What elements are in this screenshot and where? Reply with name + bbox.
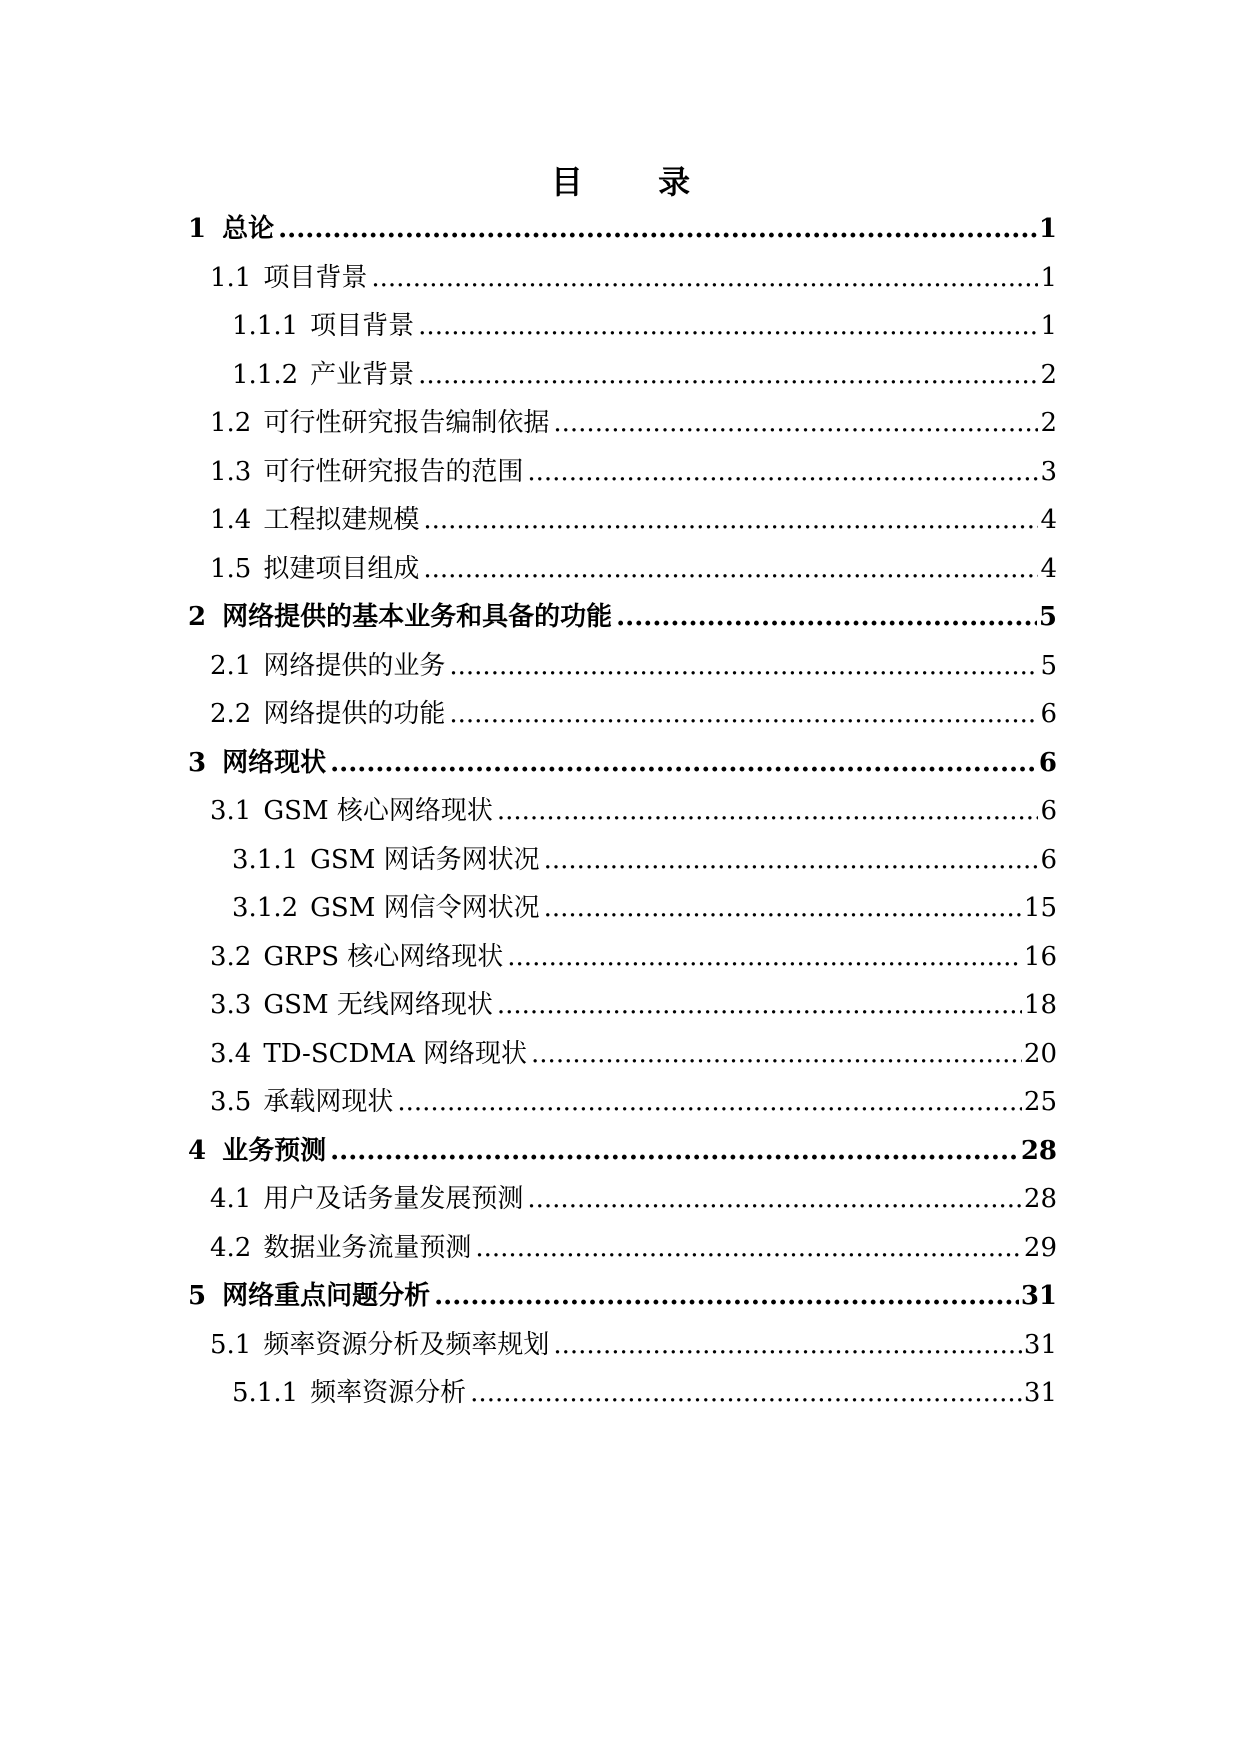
toc-entry-title: 承载网现状: [263, 1087, 394, 1117]
toc-dot-leader: [475, 1231, 1022, 1265]
toc-entry[interactable]: [188, 594, 1057, 634]
toc-entry[interactable]: [232, 303, 1057, 343]
toc-entry-page-number: 28: [1020, 1135, 1057, 1166]
toc-entry-number: 1.1.2: [232, 359, 299, 390]
toc-dot-leader: [418, 309, 1038, 343]
toc-entry-page-number: 6: [1038, 747, 1057, 778]
toc-entry-page-number: 2: [1040, 408, 1057, 438]
toc-dot-leader: [449, 697, 1038, 731]
toc-entry-page-number: 6: [1040, 796, 1057, 826]
toc-dot-leader: [544, 843, 1039, 877]
toc-entry-number: 1.3: [210, 456, 252, 487]
toc-entry-title: 数据业务流量预测: [263, 1232, 472, 1263]
toc-entry-number: 1: [188, 214, 207, 244]
toc-entry-number: 4.2: [210, 1232, 252, 1263]
toc-entry[interactable]: [232, 885, 1057, 925]
toc-dot-leader: [278, 212, 1037, 246]
toc-entry-number: 2.2: [210, 699, 252, 729]
toc-dot-leader: [553, 1328, 1022, 1362]
toc-entry-title: GRPS 核心网络现状: [263, 941, 504, 972]
toc-entry-number: 1.5: [210, 553, 252, 584]
toc-entry[interactable]: [232, 352, 1057, 392]
toc-dot-leader: [497, 794, 1039, 828]
toc-entry[interactable]: [210, 546, 1057, 586]
toc-entry-title: 可行性研究报告编制依据: [263, 408, 550, 438]
toc-entry-number: 3.1: [210, 796, 252, 826]
toc-entry-title: 用户及话务量发展预测: [263, 1184, 524, 1214]
toc-entry[interactable]: [210, 934, 1057, 974]
toc-entry-title: 频率资源分析及频率规划: [263, 1329, 550, 1360]
toc-entry-page-number: 16: [1023, 941, 1057, 972]
toc-entry-page-number: 29: [1023, 1232, 1057, 1263]
toc-entry-title: 项目背景: [263, 262, 368, 293]
toc-entry-number: 2.1: [210, 650, 252, 681]
toc-entry[interactable]: [232, 837, 1057, 877]
toc-entry[interactable]: [210, 449, 1057, 489]
page-title: 目 录: [550, 163, 723, 201]
toc-entry-title: 总论: [222, 214, 275, 244]
toc-dot-leader: [423, 503, 1038, 537]
toc-entry-title: GSM 核心网络现状: [263, 796, 493, 826]
toc-entry[interactable]: [188, 740, 1057, 780]
toc-entry-page-number: 31: [1023, 1329, 1057, 1360]
toc-entry-number: 3.3: [210, 990, 252, 1020]
toc-entry-page-number: 1: [1040, 311, 1057, 341]
toc-dot-leader: [527, 1182, 1022, 1216]
toc-entry-title: 拟建项目组成: [263, 553, 420, 584]
toc-entry-title: 网络现状: [222, 747, 327, 778]
toc-entry[interactable]: [210, 788, 1057, 828]
toc-entry[interactable]: [210, 691, 1057, 731]
toc-entry-page-number: 1: [1038, 214, 1057, 244]
toc-entry-number: 1.1.1: [232, 311, 299, 341]
toc-entry-page-number: 15: [1023, 893, 1057, 923]
toc-entry[interactable]: [210, 497, 1057, 537]
toc-entry-number: 1.4: [210, 505, 252, 535]
toc-entry-title: 网络提供的基本业务和具备的功能: [222, 602, 613, 632]
toc-entry[interactable]: [188, 1273, 1057, 1313]
toc-entry-page-number: 4: [1040, 553, 1057, 584]
toc-entry-page-number: 4: [1040, 505, 1057, 535]
toc-entry-page-number: 18: [1023, 990, 1057, 1020]
toc-entry[interactable]: [210, 255, 1057, 295]
toc-entry-title: 网络重点问题分析: [222, 1281, 431, 1311]
toc-entry-title: GSM 网话务网状况: [310, 844, 540, 875]
toc-entry[interactable]: [210, 982, 1057, 1022]
toc-entry-number: 1.1: [210, 262, 252, 293]
toc-entry-page-number: 20: [1023, 1038, 1057, 1069]
toc-entry-page-number: 31: [1023, 1378, 1057, 1408]
toc-entry-page-number: 25: [1023, 1087, 1057, 1117]
toc-dot-leader: [449, 649, 1038, 683]
toc-entry-number: 4.1: [210, 1184, 252, 1214]
toc-entry-title: 网络提供的功能: [263, 699, 446, 729]
toc-entry-page-number: 6: [1040, 844, 1057, 875]
toc-entry-page-number: 2: [1040, 359, 1057, 390]
toc-dot-leader: [531, 1037, 1022, 1071]
toc-dot-leader: [397, 1085, 1022, 1119]
toc-dot-leader: [497, 988, 1022, 1022]
toc-entry[interactable]: [210, 1031, 1057, 1071]
toc-entry-page-number: 31: [1020, 1281, 1057, 1311]
toc-entry-title: GSM 网信令网状况: [310, 893, 540, 923]
toc-dot-leader: [423, 552, 1038, 586]
toc-entry[interactable]: [232, 1370, 1057, 1410]
toc-entry-number: 5.1: [210, 1329, 252, 1360]
toc-entry[interactable]: [210, 643, 1057, 683]
toc-entry[interactable]: [210, 1176, 1057, 1216]
toc-entry-title: 网络提供的业务: [263, 650, 446, 681]
toc-entry-number: 3.1.1: [232, 844, 299, 875]
toc-entry-number: 3.2: [210, 941, 252, 972]
toc-entry-number: 4: [188, 1135, 207, 1166]
toc-entry-title: 可行性研究报告的范围: [263, 456, 524, 487]
toc-dot-leader: [616, 600, 1037, 634]
toc-entry[interactable]: [210, 1225, 1057, 1265]
toc-dot-leader: [330, 1134, 1019, 1168]
toc-entry[interactable]: [188, 206, 1057, 246]
toc-entry-title: TD-SCDMA 网络现状: [263, 1038, 528, 1069]
toc-entry[interactable]: [210, 400, 1057, 440]
toc-entry-page-number: 28: [1023, 1184, 1057, 1214]
toc-entry-title: 业务预测: [222, 1135, 327, 1166]
toc-dot-leader: [553, 406, 1038, 440]
toc-dot-leader: [330, 746, 1037, 780]
toc-entry-title: 产业背景: [310, 359, 415, 390]
toc-entry-number: 3.4: [210, 1038, 252, 1069]
toc-entry-page-number: 5: [1040, 650, 1057, 681]
toc-entry-title: GSM 无线网络现状: [263, 990, 493, 1020]
toc-entry-number: 2: [188, 602, 207, 632]
toc-entry[interactable]: [188, 1128, 1057, 1168]
toc-entry-page-number: 1: [1040, 262, 1057, 293]
toc-entry-title: 项目背景: [310, 311, 415, 341]
toc-entry-number: 1.2: [210, 408, 252, 438]
toc-entry-number: 3.5: [210, 1087, 252, 1117]
toc-entry-page-number: 6: [1040, 699, 1057, 729]
toc-dot-leader: [371, 261, 1038, 295]
toc-entry-title: 工程拟建规模: [263, 505, 420, 535]
toc-entry[interactable]: [210, 1079, 1057, 1119]
toc-entry-title: 频率资源分析: [310, 1378, 467, 1408]
toc-entry-number: 5.1.1: [232, 1378, 299, 1408]
toc-entry-page-number: 3: [1040, 456, 1057, 487]
toc-entry-number: 3: [188, 747, 207, 778]
toc-dot-leader: [527, 455, 1038, 489]
toc-entry-page-number: 5: [1038, 602, 1057, 632]
toc-entry-number: 5: [188, 1281, 207, 1311]
toc-entry-number: 3.1.2: [232, 893, 299, 923]
toc-dot-leader: [544, 891, 1022, 925]
toc-dot-leader: [507, 940, 1022, 974]
toc-dot-leader: [434, 1279, 1019, 1313]
toc-entry[interactable]: [210, 1322, 1057, 1362]
toc-dot-leader: [418, 358, 1038, 392]
toc-dot-leader: [470, 1376, 1022, 1410]
